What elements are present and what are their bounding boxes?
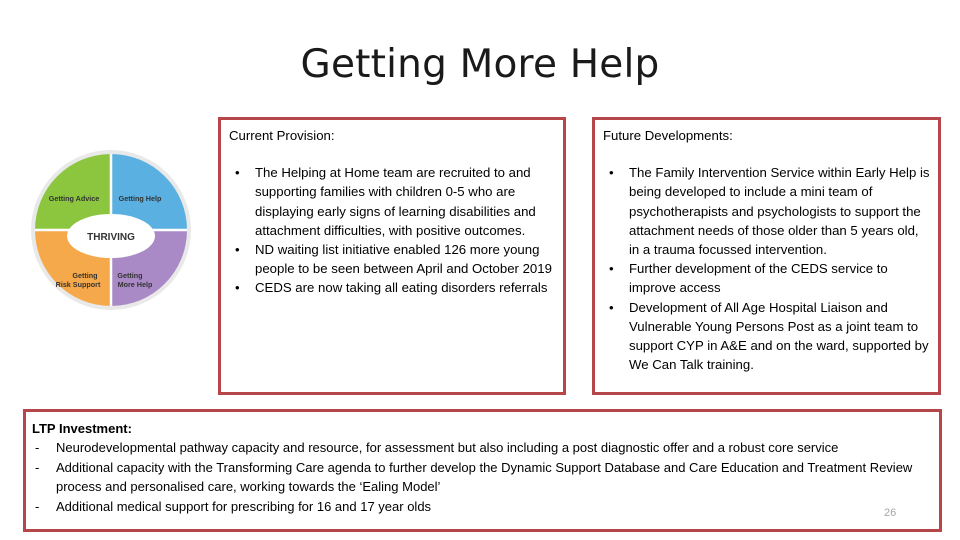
future-developments-list [603, 163, 930, 374]
ltp-investment-heading: LTP Investment: [32, 421, 132, 436]
future-developments-heading: Future Developments: [603, 128, 733, 143]
current-provision-heading: Current Provision: [229, 128, 335, 143]
wheel-label-getting-advice: Getting Advice [48, 194, 100, 203]
wheel-label-getting-risk-support-2: Risk Support [55, 280, 101, 289]
list-item: - Additional medical support for prescribing for 16 and 17 year olds [32, 497, 933, 516]
bullet-icon: • [609, 165, 614, 181]
current-provision-list [229, 163, 555, 297]
bullet-icon: • [235, 165, 240, 181]
list-item: • Development of All Age Hospital Liaison and Vulnerable Young Persons Post as a joint team to support CYP in A&E and on the ward, supported by We Can Talk training. [609, 299, 929, 373]
slide-title: Getting More Help [300, 42, 660, 87]
dash-bullet-icon: - [35, 498, 40, 514]
bullet-icon: • [235, 242, 240, 258]
dash-bullet-icon: - [35, 459, 40, 475]
list-item: • Further development of the CEDS service to improve access [609, 261, 888, 296]
current-provision-box [218, 117, 566, 395]
wheel-label-getting-more-help-2: More Help [117, 280, 153, 289]
list-item: • CEDS are now taking all eating disorders referrals [229, 278, 555, 297]
bullet-icon: • [609, 299, 614, 315]
list-item: • ND waiting list initiative enabled 126 more young people to be seen between April and October 2019 [235, 242, 552, 277]
dash-bullet-icon: - [35, 440, 40, 456]
wheel-center-label: THRIVING [87, 232, 135, 243]
ltp-investment-list [32, 438, 933, 516]
page-number: 26 [884, 507, 897, 519]
list-item: • The Family Intervention Service within Early Help is being developed to include a mini team of psychotherapists and psychologists to support the attachment needs of those older than 5 years old, in a trauma focussed intervention. [609, 165, 930, 258]
bullet-icon: • [609, 261, 614, 277]
future-developments-box [592, 117, 941, 395]
list-item: - Additional capacity with the Transforming Care agenda to further develop the Dynamic Support Database and Care Education and Treatment Review process and personalised care, working towards the ‘Ealing Model’ [35, 459, 913, 495]
wheel-label-getting-risk-support-1: Getting [72, 271, 98, 280]
wheel-label-getting-more-help-1: Getting [117, 271, 143, 280]
list-item: • The Helping at Home team are recruited to and supporting families with children 0-5 who are displaying early signs of learning disabilities and attachment difficulties, with positive outcomes. [235, 165, 536, 238]
ltp-investment-box [23, 409, 942, 532]
wheel-label-getting-help: Getting Help [118, 194, 162, 203]
bullet-icon: • [235, 280, 240, 296]
thrive-wheel [29, 148, 193, 312]
list-item: - Neurodevelopmental pathway capacity and resource, for assessment but also including a post diagnostic offer and a robust core service [32, 438, 933, 457]
